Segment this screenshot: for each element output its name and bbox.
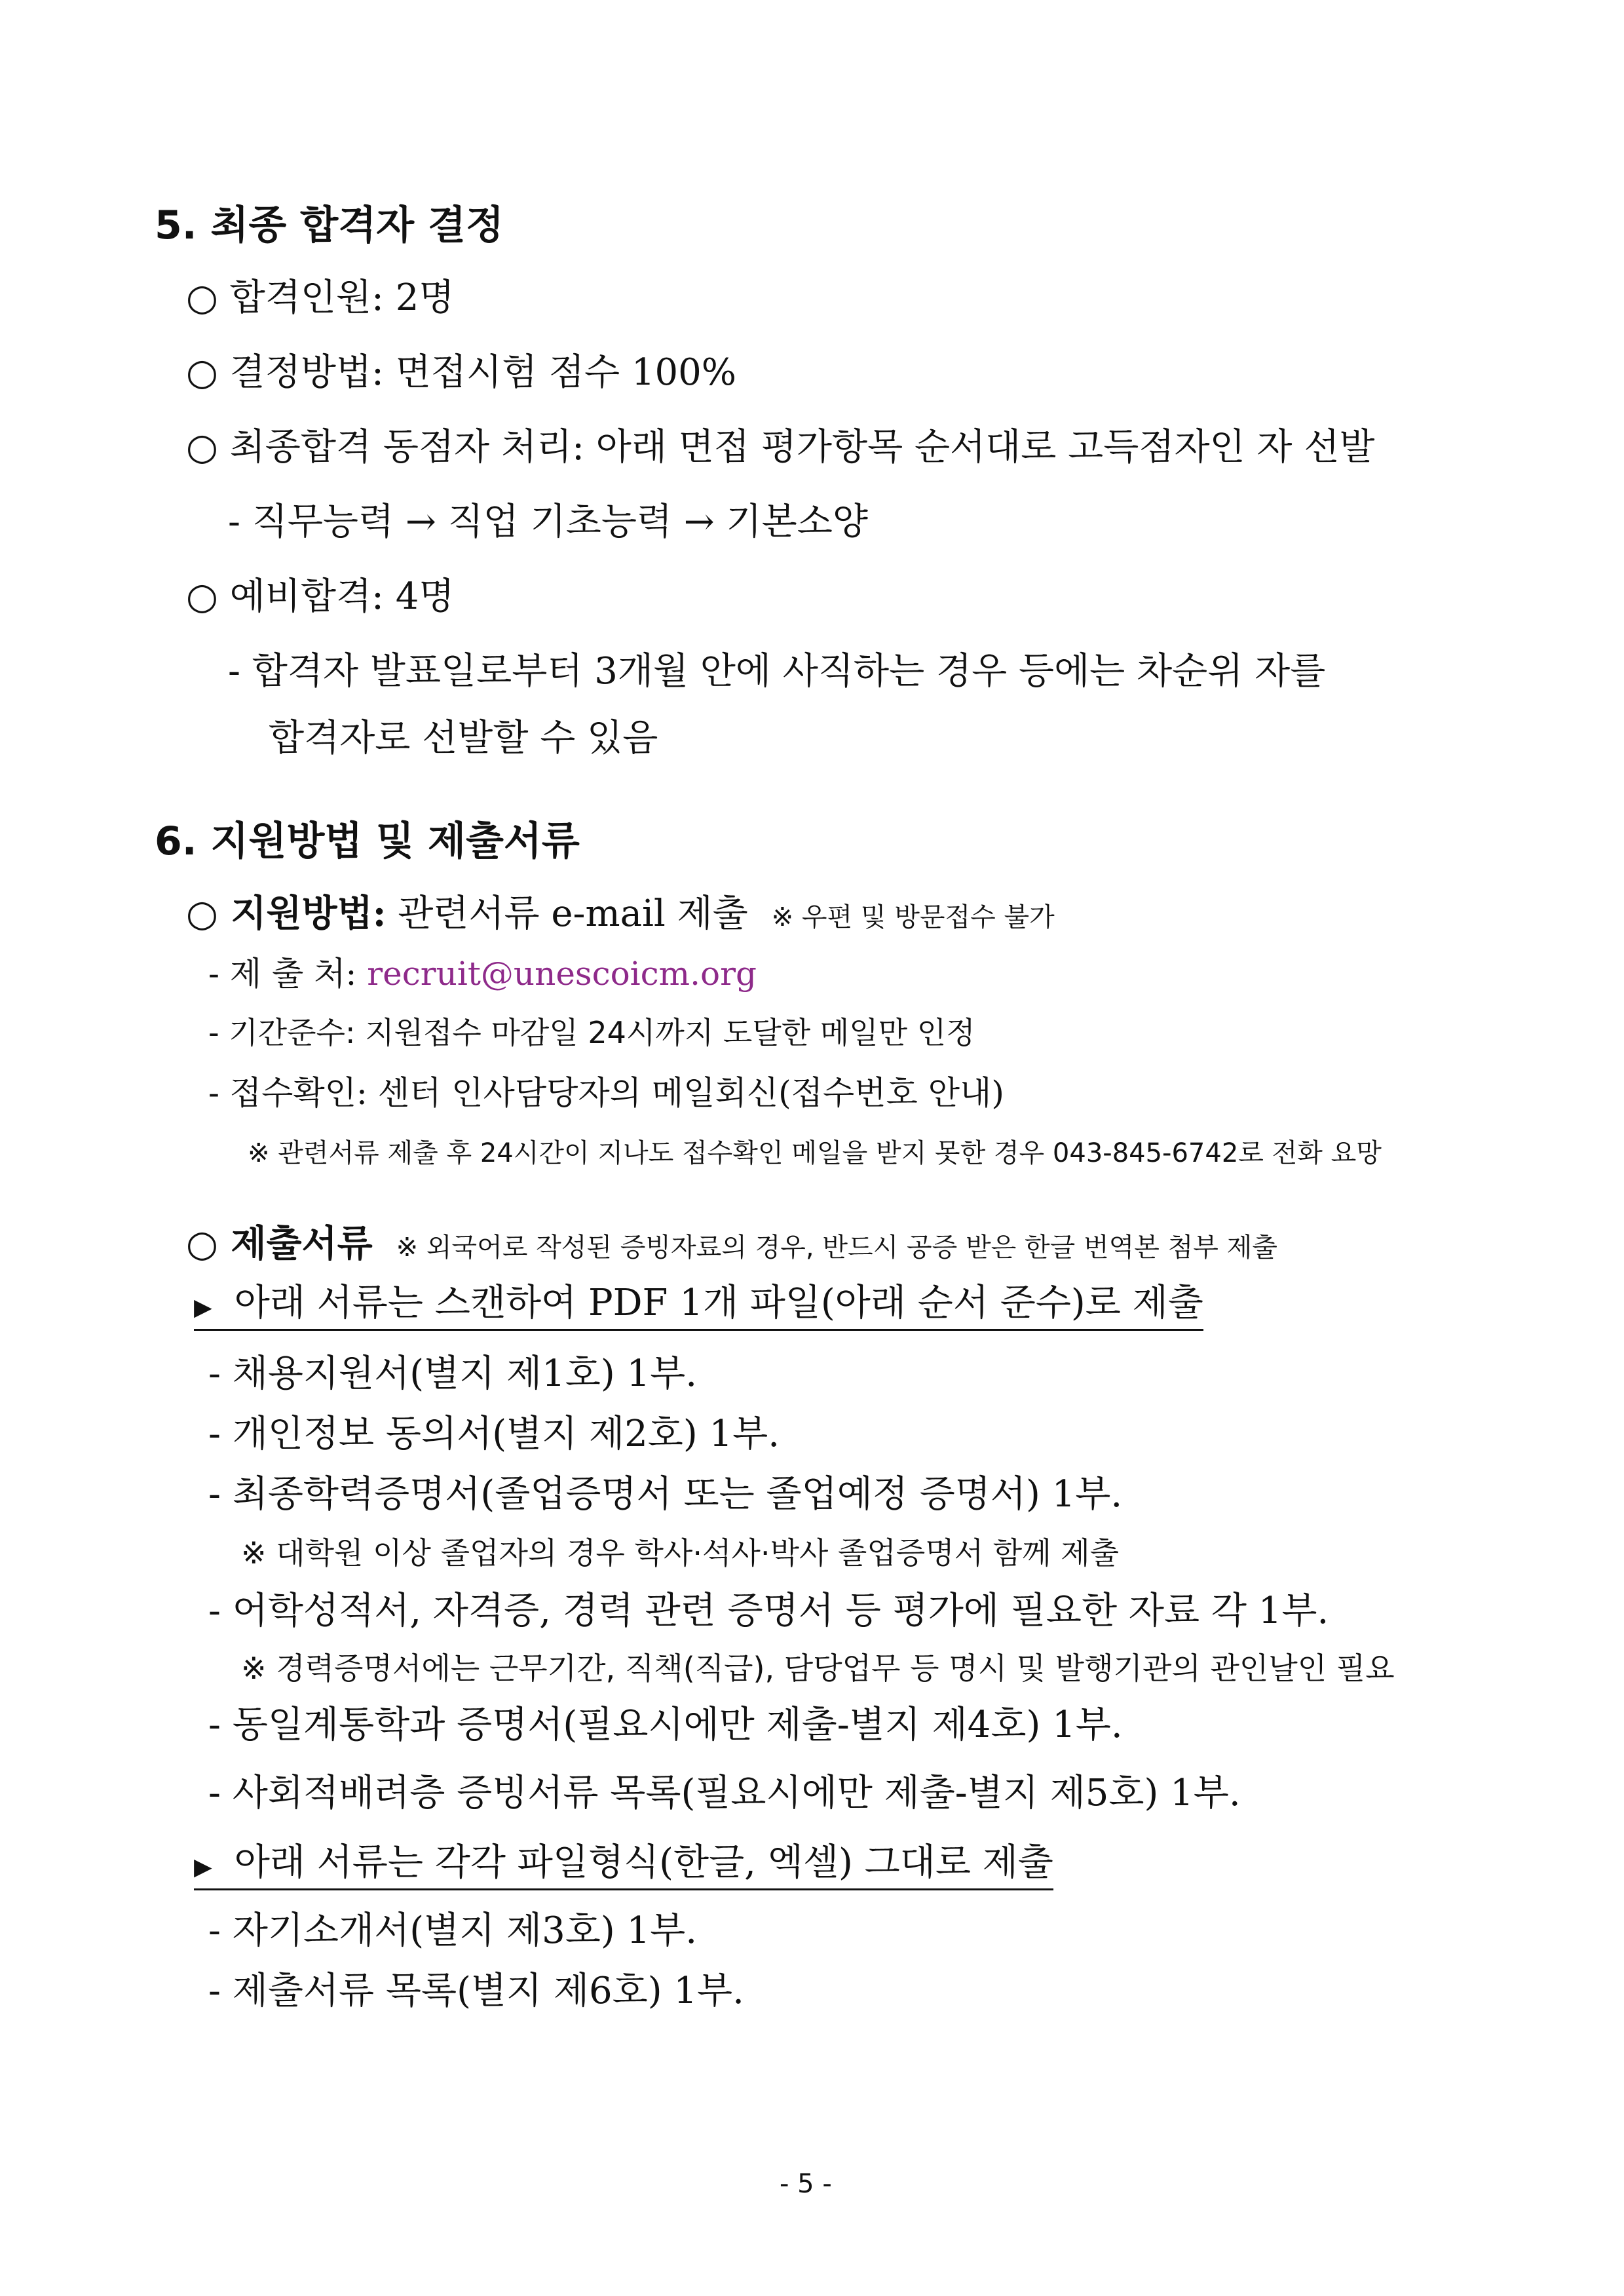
section6-heading: 6. 지원방법 및 제출서류 xyxy=(155,818,580,864)
group1-title xyxy=(194,1274,1203,1331)
confirm-note: ※ 관련서류 제출 후 24시간이 지나도 접수확인 메일을 받지 못한 경우 043-845-6742로 전화 요망 xyxy=(248,1138,1382,1168)
apply-method-text: 관련서류 e-mail 제출 xyxy=(398,892,748,935)
doc-note: ※ 대학원 이상 졸업자의 경우 학사·석사·박사 졸업증명서 함께 제출 xyxy=(241,1535,1120,1571)
triangle-bullet-icon: ▶ xyxy=(194,1294,212,1321)
doc-item: - 제출서류 목록(별지 제6호) 1부. xyxy=(208,1970,744,2012)
group1-title-text: 아래 서류는 스캔하여 PDF 1개 파일(아래 순서 준수)로 제출 xyxy=(234,1282,1203,1324)
list-item: - 합격자 발표일로부터 3개월 안에 사직하는 경우 등에는 차순위 자를 xyxy=(228,650,1326,693)
doc-note: ※ 경력증명서에는 근무기간, 직책(직급), 담당업무 등 명시 및 발행기관의 관인날인 필요 xyxy=(241,1651,1395,1686)
docs-note: ※ 외국어로 작성된 증빙자료의 경우, 반드시 공증 받은 한글 번역본 첨부 제출 xyxy=(396,1233,1277,1263)
doc-item: - 개인정보 동의서(별지 제2호) 1부. xyxy=(208,1413,780,1455)
docs-label: ○ 제출서류 xyxy=(186,1222,373,1265)
list-item: ○ 결정방법: 면접시험 점수 100% xyxy=(186,351,736,394)
recipient-line xyxy=(208,947,757,995)
doc-item: - 자기소개서(별지 제3호) 1부. xyxy=(208,1909,698,1952)
doc-item: - 사회적배려층 증빙서류 목록(필요시에만 제출-별지 제5호) 1부. xyxy=(208,1772,1241,1814)
group2-title xyxy=(194,1833,1053,1890)
apply-method-label: ○ 지원방법: xyxy=(186,892,387,935)
apply-method-line xyxy=(186,885,1055,937)
doc-item: - 최종학력증명서(졸업증명서 또는 졸업예정 증명서) 1부. xyxy=(208,1473,1123,1516)
recipient-label: - 제 출 처: xyxy=(208,955,357,993)
list-item: ○ 최종합격 동점자 처리: 아래 면접 평가항목 순서대로 고득점자인 자 선발 xyxy=(186,426,1375,469)
list-item: ○ 합격인원: 2명 xyxy=(186,277,455,319)
list-item: ○ 예비합격: 4명 xyxy=(186,575,455,618)
apply-method-note: ※ 우편 및 방문접수 불가 xyxy=(771,902,1055,932)
recipient-email-link[interactable]: recruit@unescoicm.org xyxy=(367,955,757,993)
list-item: - 직무능력 → 직업 기초능력 → 기본소양 xyxy=(228,501,868,543)
page-number: - 5 - xyxy=(780,2169,832,2199)
group2-title-text: 아래 서류는 각각 파일형식(한글, 엑셀) 그대로 제출 xyxy=(234,1841,1053,1884)
doc-item: - 어학성적서, 자격증, 경력 관련 증명서 등 평가에 필요한 자료 각 1부. xyxy=(208,1590,1329,1632)
triangle-bullet-icon: ▶ xyxy=(194,1854,212,1881)
deadline-line: - 기간준수: 지원접수 마감일 24시까지 도달한 메일만 인정 xyxy=(208,1015,975,1050)
confirm-line: - 접수확인: 센터 인사담당자의 메일회신(접수번호 안내) xyxy=(208,1074,1004,1112)
list-item-continuation: 합격자로 선발할 수 있음 xyxy=(269,717,658,759)
doc-item: - 채용지원서(별지 제1호) 1부. xyxy=(208,1352,698,1395)
section5-heading: 5. 최종 합격자 결정 xyxy=(155,202,504,248)
doc-item: - 동일계통학과 증명서(필요시에만 제출-별지 제4호) 1부. xyxy=(208,1704,1123,1746)
docs-line xyxy=(186,1215,1277,1267)
